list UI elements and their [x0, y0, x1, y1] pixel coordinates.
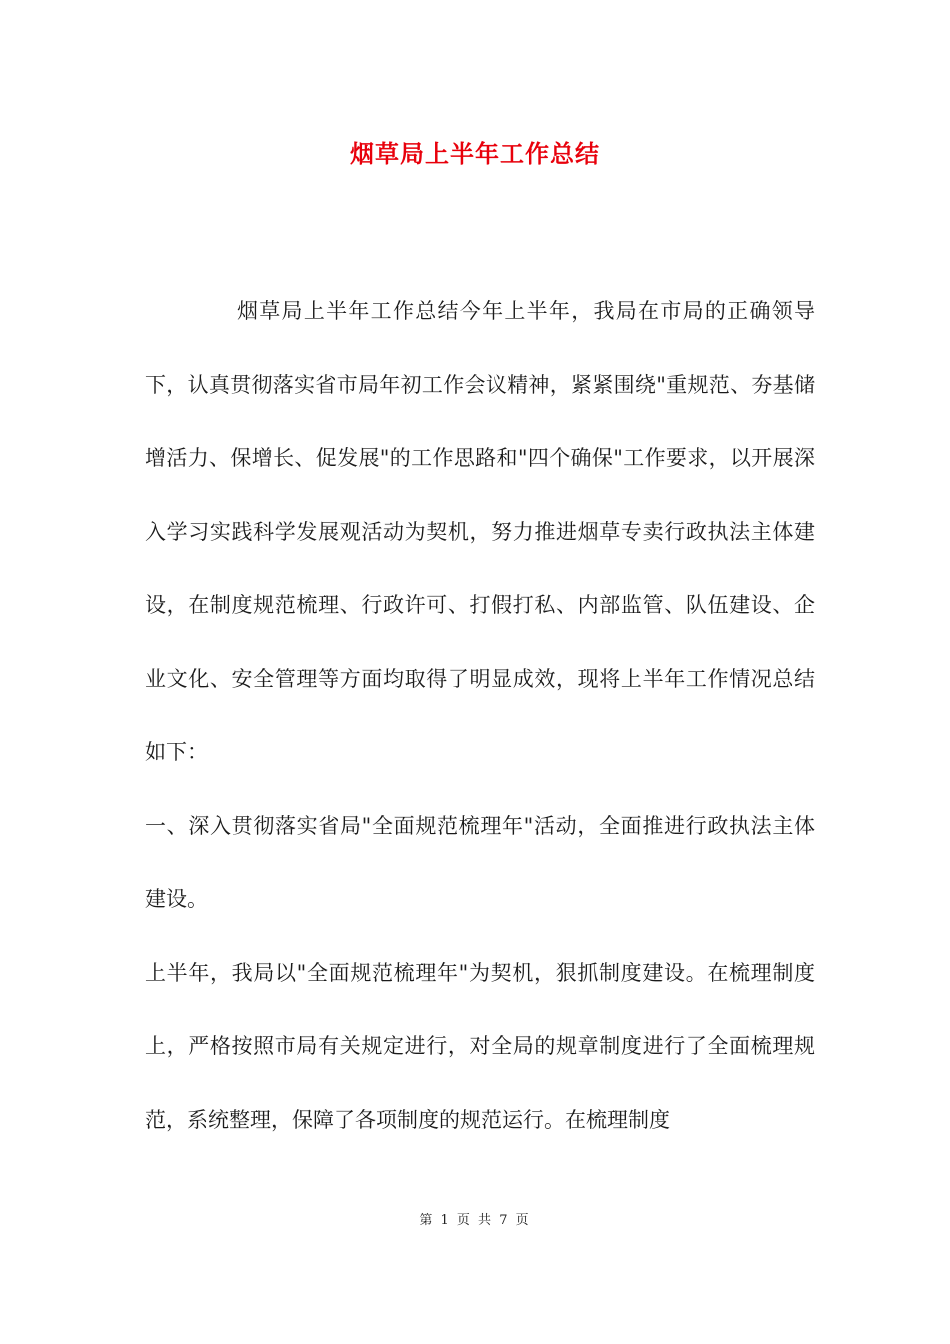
paragraph-intro: 烟草局上半年工作总结今年上半年，我局在市局的正确领导下，认真贯彻落实省市局年初工作会议精神，紧紧围绕"重规范、夯基储增活力、保增长、促发展"的工作思路和"四个确保"工作要求，以开展深入学习实践科学发展观活动为契机，努力推进烟草专卖行政执法主体建设，在制度规范梳理、行政许可、打假打私、内部监管、队伍建设、企业文化、安全管理等方面均取得了明显成效，现将上半年工作情况总结如下： [145, 299, 815, 764]
paragraph-section-heading: 一、深入贯彻落实省局"全面规范梳理年"活动，全面推进行政执法主体建设。 [145, 813, 815, 911]
paragraph-section-body: 上半年，我局以"全面规范梳理年"为契机，狠抓制度建设。在梳理制度上，严格按照市局有关规定进行，对全局的规章制度进行了全面梳理规范，系统整理，保障了各项制度的规范运行。在梳理制度 [145, 960, 815, 1132]
document-title: 烟草局上半年工作总结 [350, 139, 600, 168]
page-number: 第 1 页 共 7 页 [419, 1213, 531, 1228]
document-body [145, 275, 815, 1157]
